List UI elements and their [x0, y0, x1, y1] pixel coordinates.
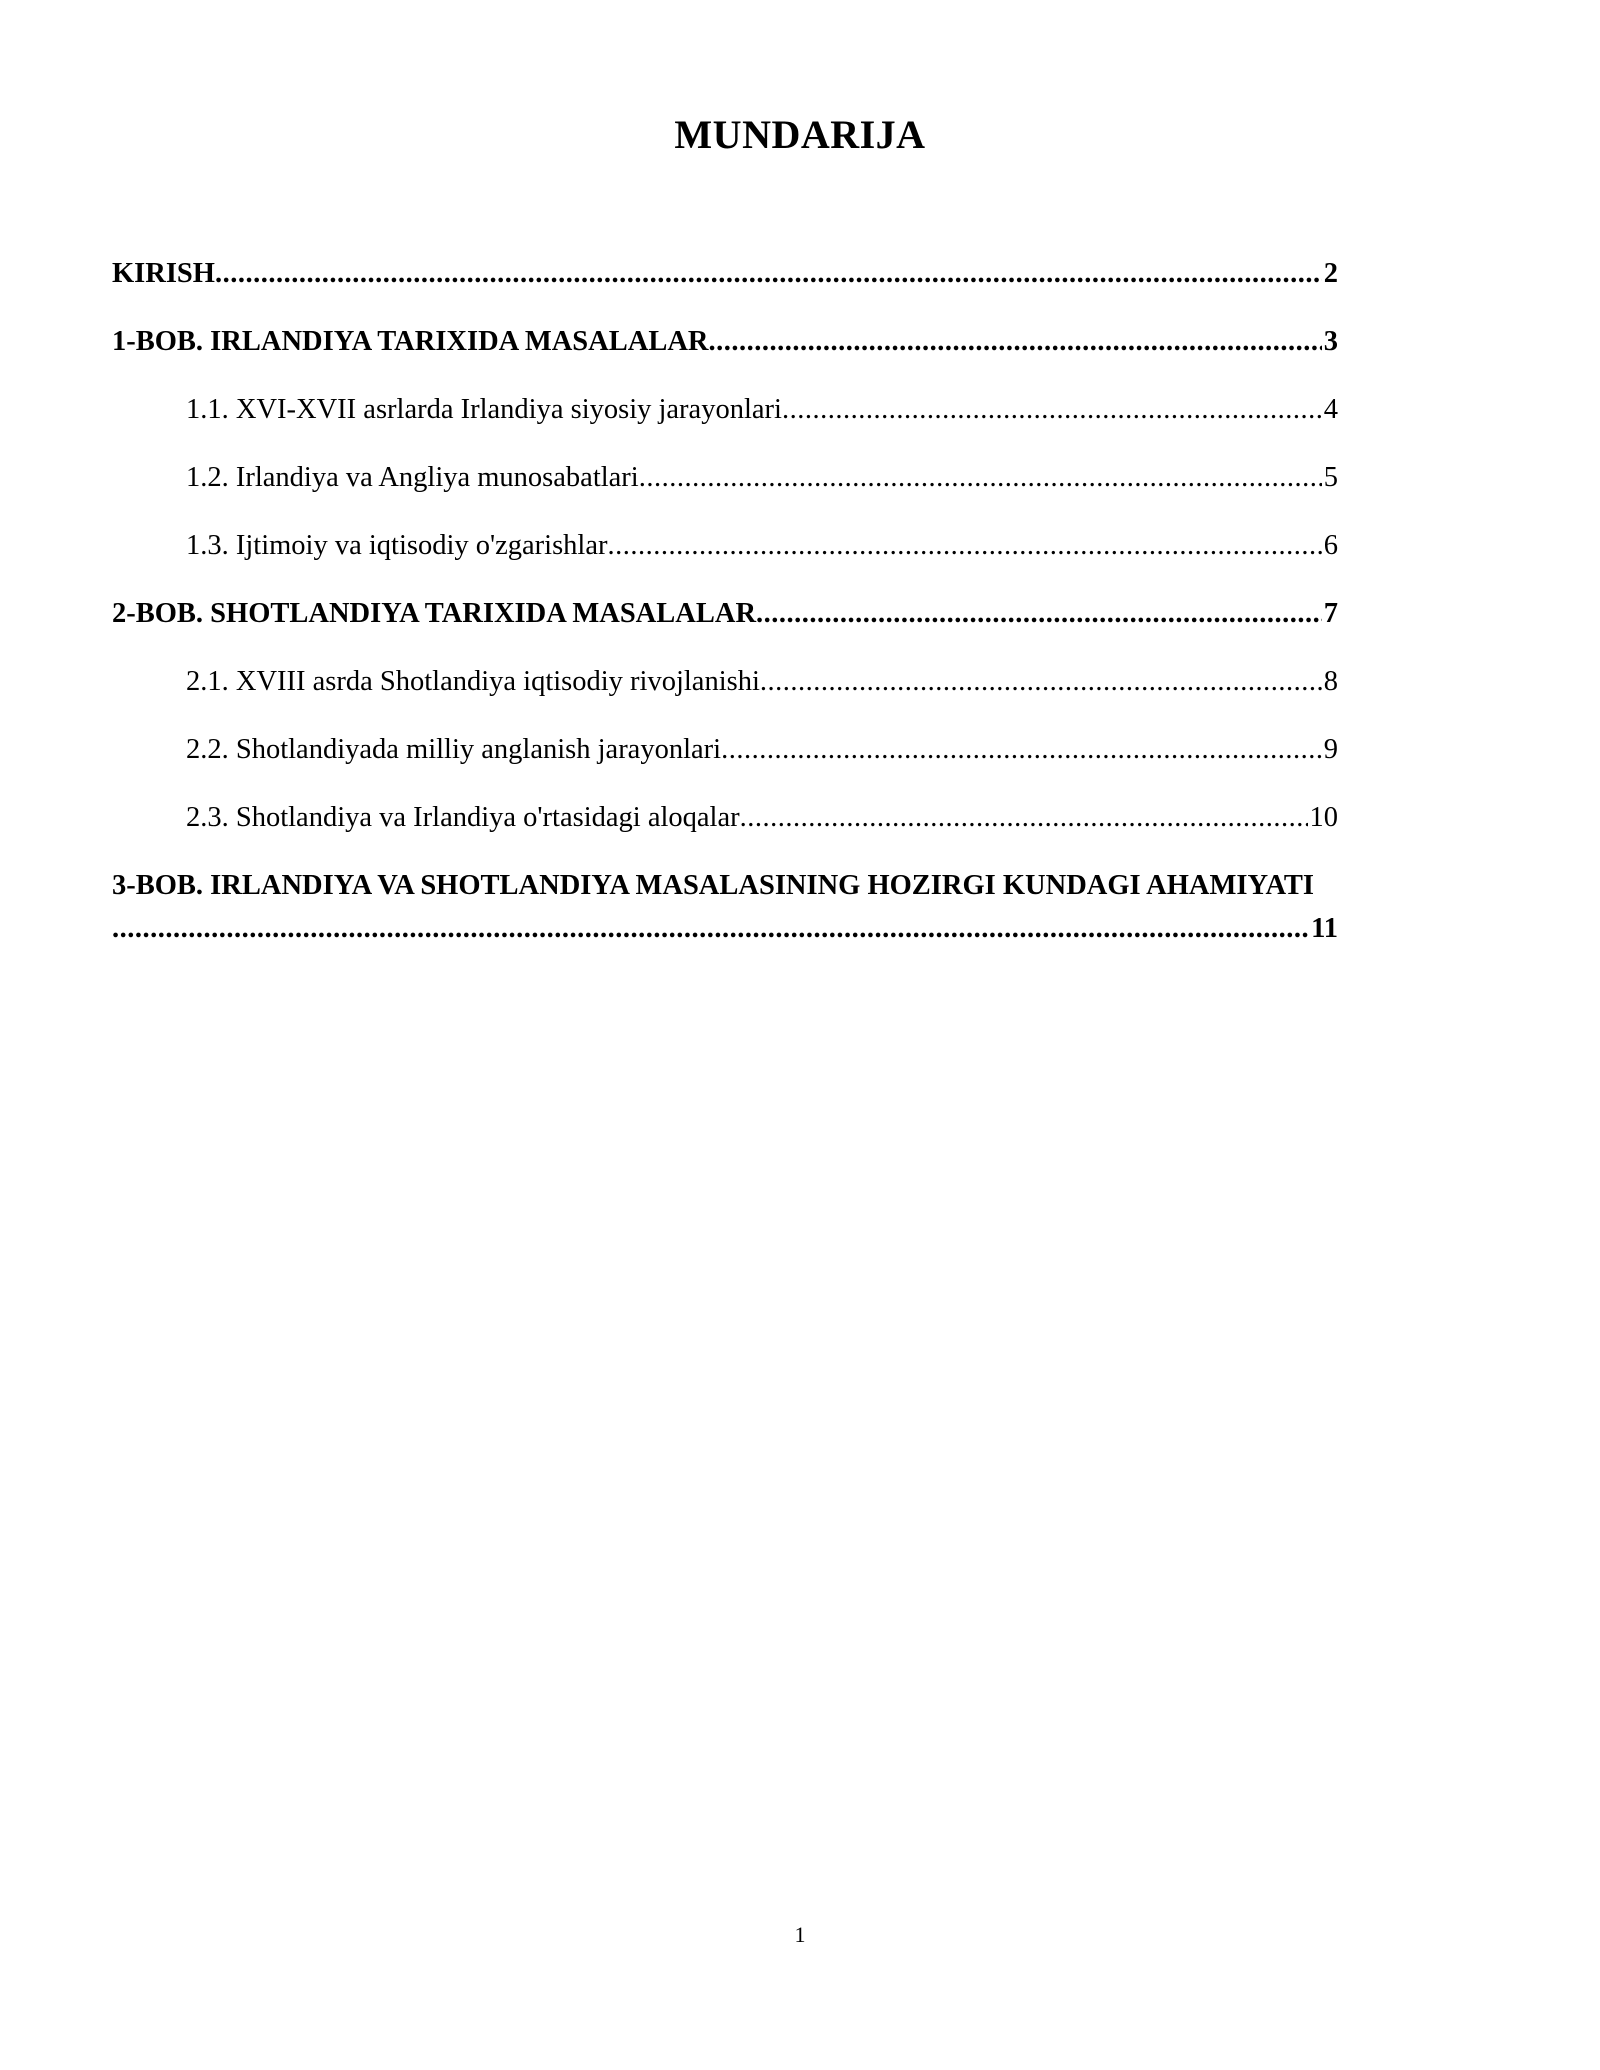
toc-entry-label: 1.2. Irlandiya va Angliya munosabatlari	[186, 462, 639, 493]
toc-entry-chapter-1[interactable]	[112, 320, 1338, 388]
toc-leader-dots	[760, 660, 1322, 704]
toc-entry-page: 8	[1323, 666, 1338, 697]
toc-entry-label: 2.2. Shotlandiyada milliy anglanish jarayonlari	[186, 734, 722, 765]
toc-entry-chapter-2[interactable]	[112, 592, 1338, 660]
toc-entry-label: 1-BOB. IRLANDIYA TARIXIDA MASALALAR	[112, 326, 709, 357]
toc-entry-section-1-2[interactable]	[186, 456, 1338, 524]
toc-entry-label: 1.3. Ijtimoiy va iqtisodiy o'zgarishlar	[186, 530, 608, 561]
toc-entry-section-2-1[interactable]	[186, 660, 1338, 728]
toc-leader-dots	[215, 252, 1322, 296]
toc-entry-kirish[interactable]	[112, 252, 1338, 320]
toc-leader-dots	[782, 388, 1322, 432]
toc-entry-chapter-3[interactable]	[112, 864, 1338, 950]
toc-entry-section-2-2[interactable]	[186, 728, 1338, 796]
toc-entry-page: 11	[1311, 913, 1338, 944]
toc-leader-dots	[709, 320, 1322, 364]
table-of-contents	[112, 252, 1338, 950]
toc-entry-label: KIRISH	[112, 258, 215, 289]
toc-entry-page: 10	[1309, 802, 1338, 833]
toc-entry-label: 3-BOB. IRLANDIYA VA SHOTLANDIYA MASALASINING HOZIRGI KUNDAGI AHAMIYATI	[112, 870, 1315, 901]
toc-entry-page: 3	[1323, 326, 1338, 357]
toc-entry-page: 9	[1323, 734, 1338, 765]
toc-leader-dots	[740, 796, 1308, 840]
toc-leader-dots	[721, 728, 1322, 772]
toc-leader-dots	[112, 908, 1309, 950]
toc-leader-dots	[756, 592, 1322, 636]
toc-entry-section-2-3[interactable]	[186, 796, 1338, 864]
toc-entry-label: 2-BOB. SHOTLANDIYA TARIXIDA MASALALAR	[112, 598, 757, 629]
toc-entry-page: 6	[1323, 530, 1338, 561]
toc-entry-section-1-1[interactable]	[186, 388, 1338, 456]
toc-entry-section-1-3[interactable]	[186, 524, 1338, 592]
toc-entry-page: 5	[1323, 462, 1338, 493]
toc-entry-page: 4	[1323, 394, 1338, 425]
toc-entry-page: 2	[1323, 258, 1338, 289]
page-number: 1	[794, 1922, 806, 1947]
toc-leader-dots	[608, 524, 1322, 568]
toc-leader-dots	[639, 456, 1322, 500]
toc-entry-label: 2.1. XVIII asrda Shotlandiya iqtisodiy rivojlanishi	[186, 666, 760, 697]
toc-entry-page: 7	[1323, 598, 1338, 629]
toc-entry-label: 2.3. Shotlandiya va Irlandiya o'rtasidagi aloqalar	[186, 802, 740, 833]
page-title: MUNDARIJA	[674, 112, 926, 157]
toc-entry-label: 1.1. XVI-XVII asrlarda Irlandiya siyosiy jarayonlari	[186, 394, 782, 425]
